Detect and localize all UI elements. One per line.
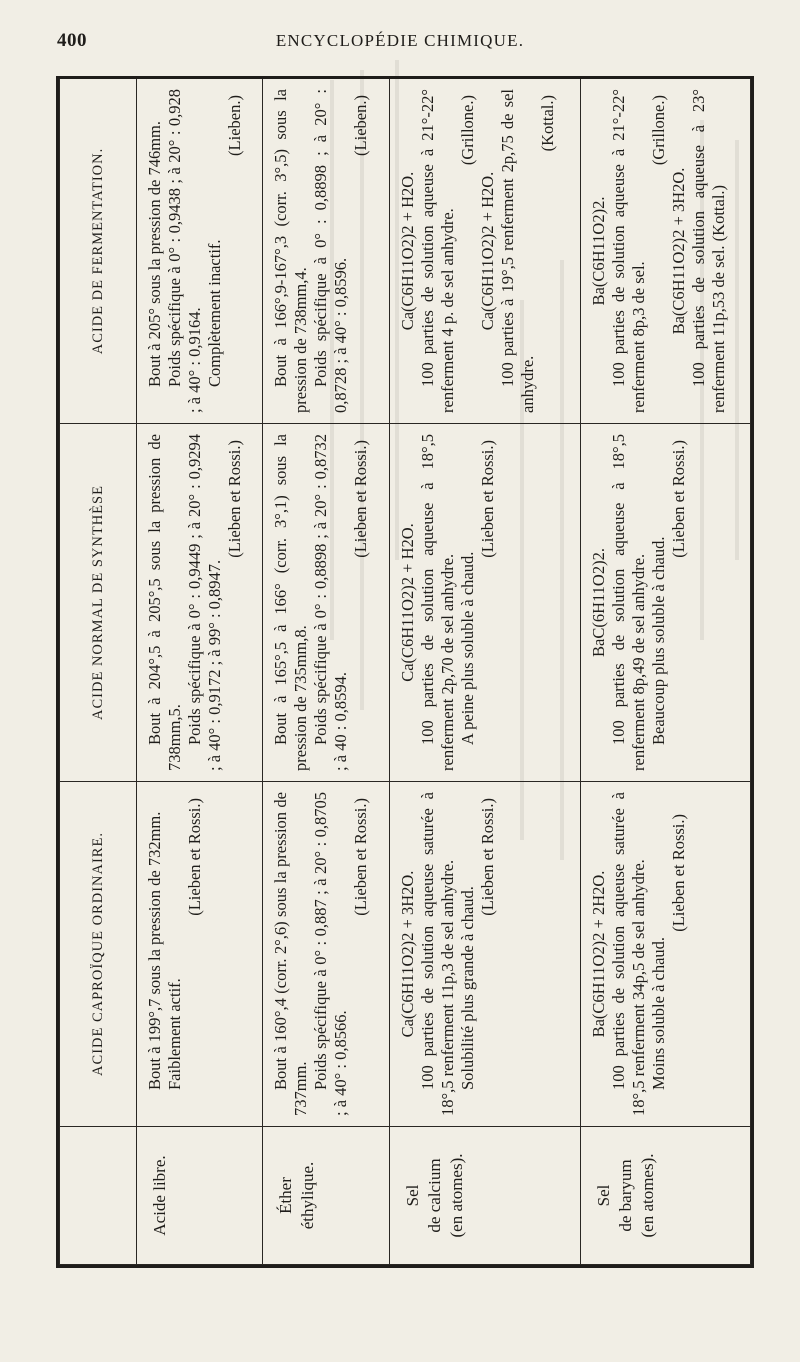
cell-synthese: BaC(6H11O2)2. 100 parties de solution aqueuse à 18°,5 renferment 8p,49 de sel anhydre. Beaucoup plus soluble à chaud. (Lieben et Rossi.) <box>581 424 751 782</box>
page-number: 400 <box>57 30 87 51</box>
cell-fermentation: Bout à 166°,9-167°,3 (corr. 3°,5) sous la pression de 738mm,4. Poids spécifique à 0° : 0,8898 ; à 20° : 0,8728 ; à 40° : 0,8596. (Lieben.) <box>263 79 389 424</box>
cell-synthese: Ca(C6H11O2)2 + H2O. 100 parties de solution aqueuse à 18°,5 renferment 2p,70 de sel anhydre. A peine plus soluble à chaud. (Lieben et Rossi.) <box>389 424 580 782</box>
rotated-table-frame <box>56 76 754 1268</box>
comparison-table <box>59 78 751 1265</box>
header-fermentation: ACIDE DE FERMENTATION. <box>60 79 137 424</box>
header-cell-empty <box>60 1127 137 1265</box>
cell-ordinaire: Bout à 199°,7 sous la pression de 732mm. Faiblement actif. (Lieben et Rossi.) <box>137 782 263 1127</box>
row-label: Éther éthylique. <box>263 1127 389 1265</box>
row-label: Sel de calcium (en atomes). <box>389 1127 580 1265</box>
table-row <box>137 79 263 1265</box>
cell-ordinaire: Ba(C6H11O2)2 + 2H2O. 100 parties de solution aqueuse saturée à 18°,5 renferment 34p,5 de sel anhydre. Moins soluble à chaud. (Lieben et Rossi.) <box>581 782 751 1127</box>
table-row <box>581 79 751 1265</box>
rotated-table <box>59 79 751 1265</box>
header-row <box>60 79 137 1265</box>
cell-fermentation: Bout à 205° sous la pression de 746mm. Poids spécifique à 0° : 0,9438 ; à 20° : 0,928 ; à 40° : 0,9164. Complètement inactif. (Lieben.) <box>137 79 263 424</box>
header-synthese: ACIDE NORMAL DE SYNTHÈSE <box>60 424 137 782</box>
cell-ordinaire: Ca(C6H11O2)2 + 3H2O. 100 parties de solution aqueuse saturée à 18°,5 renferment 11p,3 de sel anhydre. Solubilité plus grande à chaud. (Lieben et Rossi.) <box>389 782 580 1127</box>
page-header <box>0 28 800 58</box>
cell-synthese: Bout à 204°,5 à 205°,5 sous la pression de 738mm,5. Poids spécifique à 0° : 0,9449 ; à 20° : 0,9294 ; à 40° : 0,9172 ; à 99° : 0,8947. (Lieben et Rossi.) <box>137 424 263 782</box>
cell-ordinaire: Bout à 160°,4 (corr. 2°,6) sous la pression de 737mm. Poids spécifique à 0° : 0,887 ; à 20° : 0,8705 ; à 40° : 0,8566. (Lieben et Rossi.) <box>263 782 389 1127</box>
header-ordinaire: ACIDE CAPROÏQUE ORDINAIRE. <box>60 782 137 1127</box>
cell-fermentation: Ca(C6H11O2)2 + H2O. 100 parties de solution aqueuse à 21°-22° renferment 4 p. de sel anhydre. (Grillone.) Ca(C6H11O2)2 + H2O. 100 parties à 19°,5 renferment 2p,75 de sel anhydre. (Kottal.) <box>389 79 580 424</box>
cell-synthese: Bout à 165°,5 à 166° (corr. 3°,1) sous la pression de 735mm,8. Poids spécifique à 0° : 0,8898 ; à 20° : 0,8732 ; à 40 : 0,8594. (Lieben et Rossi.) <box>263 424 389 782</box>
row-label: Sel de baryum (en atomes). <box>581 1127 751 1265</box>
table-row <box>263 79 389 1265</box>
cell-fermentation: Ba(C6H11O2)2. 100 parties de solution aqueuse à 21°-22° renferment 8p,3 de sel. (Grillone.) Ba(C6H11O2)2 + 3H2O. 100 parties de solution aqueuse à 23° renferment 11p,53 de sel. (Kottal.) <box>581 79 751 424</box>
table-row <box>389 79 580 1265</box>
running-title: ENCYCLOPÉDIE CHIMIQUE. <box>275 31 525 50</box>
row-label: Acide libre. <box>137 1127 263 1265</box>
